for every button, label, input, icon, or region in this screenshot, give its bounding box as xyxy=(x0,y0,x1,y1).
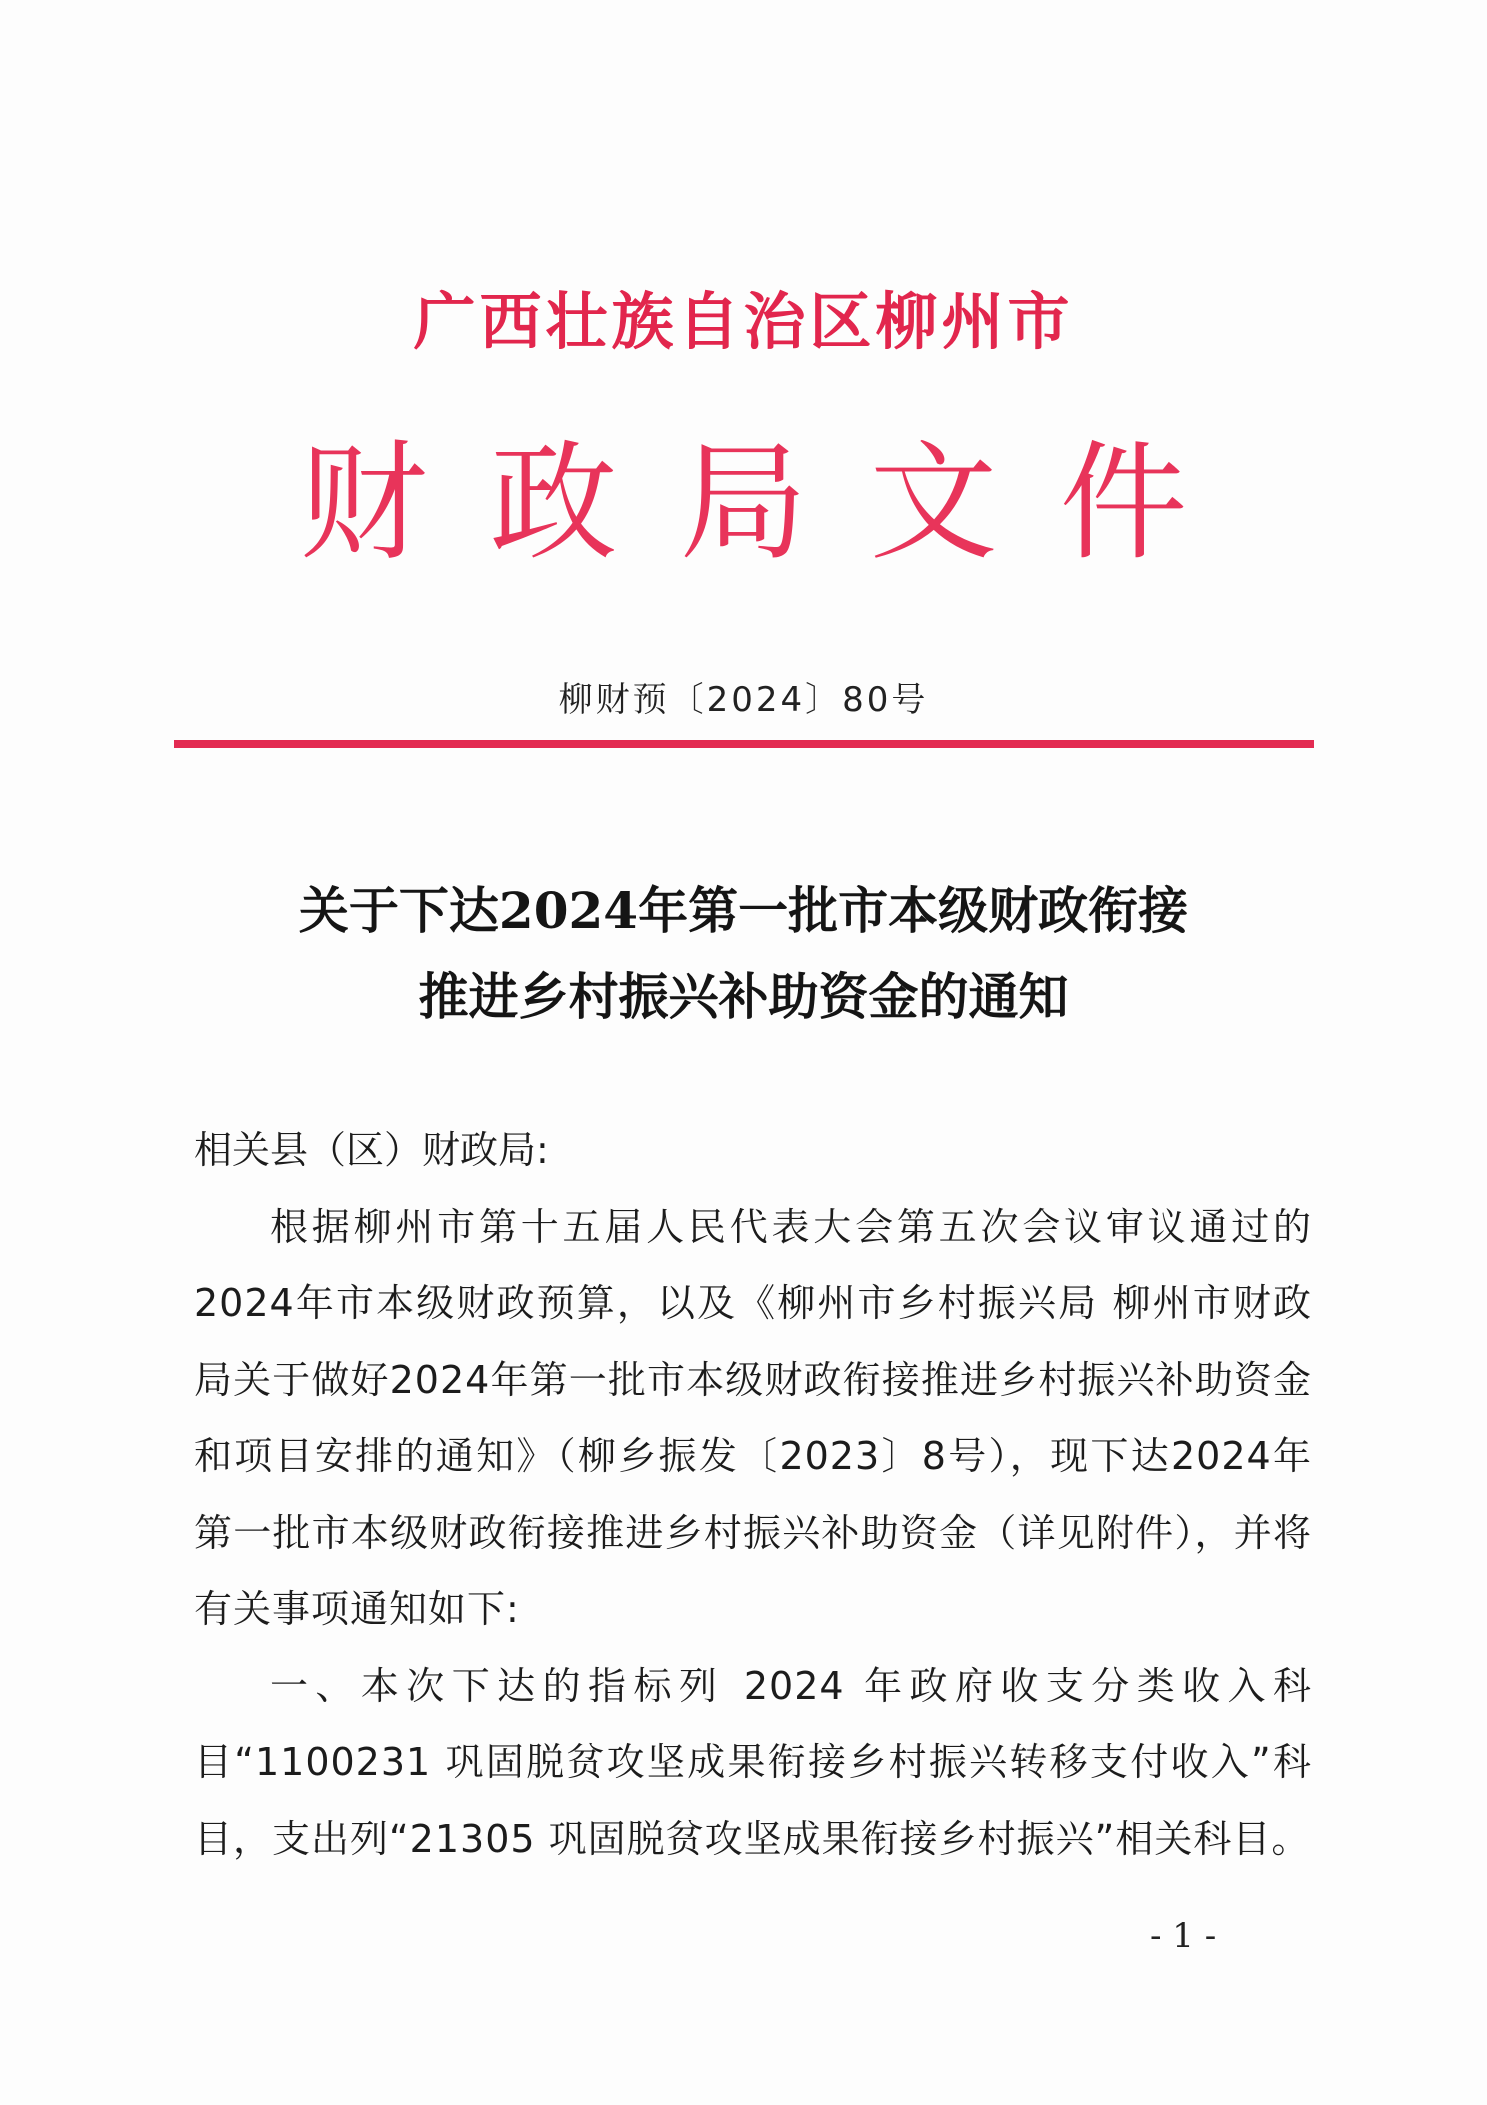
document-title xyxy=(0,868,1487,1040)
issuer-name: 广西壮族自治区柳州市 xyxy=(413,285,1074,358)
salutation: 相关县（区）财政局: xyxy=(194,1128,549,1172)
document-number: 柳财预〔2024〕80号 xyxy=(558,680,929,720)
body-paragraph-1: 根据柳州市第十五届人民代表大会第五次会议审议通过的2024年市本级财政预算，以及《柳州市乡村振兴局 柳州市财政局关于做好2024年第一批市本级财政衔接推进乡村振兴补助资金和项目安排的通知》（柳乡振发〔2023〕8号），现下达2024年第一批市本级财政衔接推进乡村振兴补助资金（详见附件），并将有关事项通知如下: xyxy=(194,1204,1312,1631)
title-line-1: 关于下达2024年第一批市本级财政衔接 xyxy=(298,881,1189,940)
document-body xyxy=(194,1112,1312,1877)
title-line-2: 推进乡村振兴补助资金的通知 xyxy=(418,967,1069,1026)
document-type-heading: 财政局文件 xyxy=(299,429,1250,578)
page-number: - 1 - xyxy=(1150,1916,1217,1956)
red-divider-line xyxy=(174,740,1314,748)
body-paragraph-2: 一、本次下达的指标列 2024 年政府收支分类收入科目“1100231 巩固脱贫攻坚成果衔接乡村振兴转移支付收入”科目，支出列“21305 巩固脱贫攻坚成果衔接乡村振兴”相关科目。 xyxy=(194,1663,1312,1861)
